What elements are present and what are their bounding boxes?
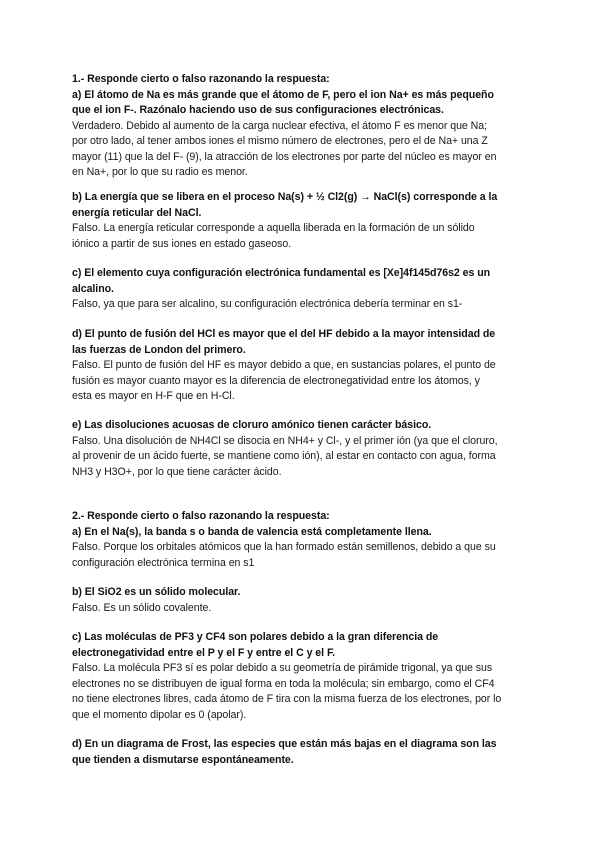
- answer-text: configuración electrónica termina en s1: [72, 556, 255, 569]
- question-text: b) El SiO2 es un sólido molecular.: [72, 586, 241, 598]
- question-text: energía reticular del NaCl.: [72, 206, 202, 219]
- section-heading: 1.- Responde cierto o falso razonando la respuesta:: [72, 73, 330, 85]
- question-b: [72, 190, 528, 252]
- answer-text: fusión es mayor cuanto mayor es la diferencia de electronegatividad entre los átomos, y: [72, 374, 480, 387]
- answer-text: Falso. Porque los orbitales atómicos que la han formado están semillenos, debido a que su: [72, 541, 496, 553]
- answer-text: mayor (11) que la del F- (9), la atracción de los electrones por parte del núcleo es mayor en: [72, 150, 497, 163]
- question-2b: [72, 585, 528, 616]
- answer-text: esta es mayor en H-F que en H-Cl.: [72, 390, 235, 402]
- answer-text: que el momento dipolar es 0 (apolar).: [72, 708, 247, 721]
- answer-text: por otro lado, al tener ambos iones el mismo número de electrones, pero el de Na+ una Z: [72, 135, 488, 147]
- question-text: e) Las disoluciones acuosas de cloruro amónico tienen carácter básico.: [72, 419, 432, 431]
- answer-text: Falso. La energía reticular corresponde a aquella liberada en la formación de un sólido: [72, 222, 475, 234]
- section-1: [72, 72, 528, 181]
- question-text: c) Las moléculas de PF3 y CF4 son polares debido a la gran diferencia de: [72, 631, 439, 643]
- question-text: c) El elemento cuya configuración electrónica fundamental es [Xe]4f145d76s2 es un: [72, 267, 491, 279]
- question-text: alcalino.: [72, 282, 114, 295]
- section-heading: 2.- Responde cierto o falso razonando la respuesta:: [72, 510, 330, 522]
- question-text: a) En el Na(s), la banda s o banda de valencia está completamente llena.: [72, 525, 432, 538]
- question-text: a) El átomo de Na es más grande que el átomo de F, pero el ion Na+ es más pequeño: [72, 88, 494, 101]
- section-2: [72, 509, 528, 571]
- question-text: d) El punto de fusión del HCl es mayor que el del HF debido a la mayor intensidad de: [72, 328, 496, 340]
- answer-text: en Na+, por lo que su radio es menor.: [72, 166, 248, 178]
- answer-text: electrones no se distribuyen de igual forma en toda la molécula; sin embargo, como el CF4: [72, 677, 495, 690]
- answer-text: Verdadero. Debido al aumento de la carga nuclear efectiva, el átomo F es menor que Na;: [72, 119, 487, 132]
- answer-text: Falso, ya que para ser alcalino, su configuración electrónica debería terminar en s1-: [72, 298, 463, 310]
- question-2c: [72, 630, 528, 723]
- question-text: que tienden a dismutarse espontáneamente.: [72, 753, 294, 766]
- question-text: electronegatividad entre el P y el F y entre el C y el F.: [72, 646, 336, 659]
- question-text: d) En un diagrama de Frost, las especies que están más bajas en el diagrama son las: [72, 738, 497, 750]
- question-a: [72, 88, 528, 181]
- answer-text: al provenir de un ácido fuerte, se mantiene como ión), al estar en contacto con agua, forma: [72, 450, 496, 462]
- answer-text: Falso. Es un sólido covalente.: [72, 601, 212, 614]
- question-c: [72, 266, 528, 313]
- question-d: [72, 327, 528, 405]
- answer-text: NH3 y H3O+, por lo que tiene carácter ácido.: [72, 465, 282, 478]
- answer-text: Falso. El punto de fusión del HF es mayor debido a que, en sustancias polares, el punto de: [72, 359, 496, 371]
- answer-text: no tiene electrones libres, cada átomo de F tira con la misma fuerza de los electrones, por lo: [72, 693, 502, 705]
- question-text: que el ion F-. Razónalo haciendo uso de sus configuraciones electrónicas.: [72, 104, 444, 116]
- question-e: [72, 418, 528, 480]
- question-2d: [72, 737, 528, 768]
- answer-text: Falso. Una disolución de NH4Cl se disocia en NH4+ y Cl-, y el primer ión (ya que el cloruro,: [72, 434, 498, 447]
- question-text: las fuerzas de London del primero.: [72, 343, 246, 356]
- question-2a: [72, 525, 528, 572]
- answer-text: iónico a partir de sus iones en estado gaseoso.: [72, 237, 292, 250]
- question-text: b) La energía que se libera en el proceso Na(s) + ½ Cl2(g) → NaCl(s) corresponde a la: [72, 191, 498, 203]
- answer-text: Falso. La molécula PF3 sí es polar debido a su geometría de pirámide trigonal, ya que sus: [72, 662, 493, 674]
